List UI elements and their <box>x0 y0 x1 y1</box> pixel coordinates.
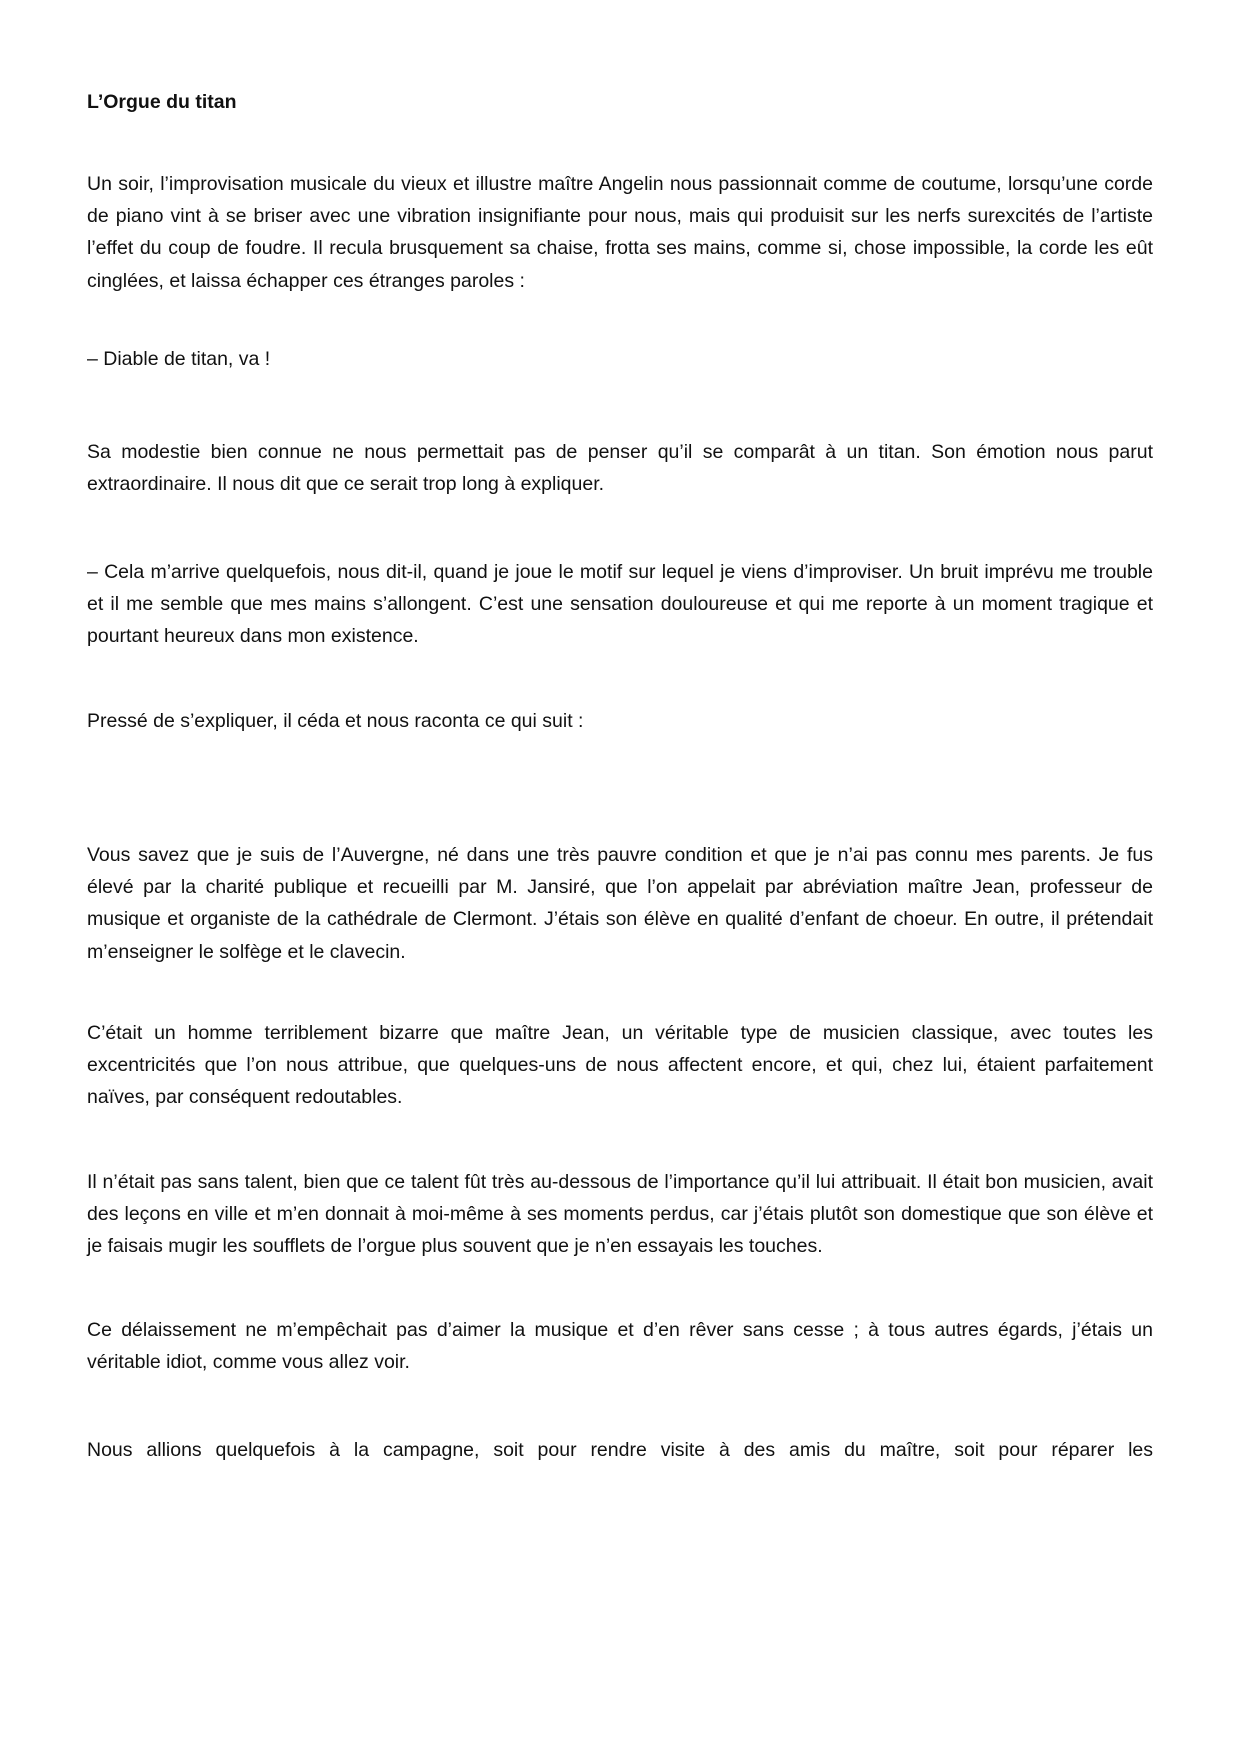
paragraph-10: Nous allions quelquefois à la campagne, soit pour rendre visite à des amis du maître, soit pour réparer les <box>87 1439 1153 1461</box>
document-title: L’Orgue du titan <box>87 91 237 113</box>
paragraph-1: Un soir, l’improvisation musicale du vieux et illustre maître Angelin nous passionnait comme de coutume, lorsqu’une corde de piano vint à se briser avec une vibration insignifiante pour nous, mais qui produisit sur les nerfs surexcités de l’artiste l’effet du coup de foudre. Il recula brusquement sa chaise, frotta ses mains, comme si, chose impossible, la corde les eût cinglées, et laissa échapper ces étranges paroles : <box>87 173 1153 292</box>
paragraph-8: Il n’était pas sans talent, bien que ce talent fût très au-dessous de l’importance qu’il lui attribuait. Il était bon musicien, avait des leçons en ville et m’en donnait à moi-même à ses moments perdus, car j’étais plutôt son domestique que son élève et je faisais mugir les soufflets de l’orgue plus souvent que je n’en essayais les touches. <box>87 1171 1153 1258</box>
paragraph-9: Ce délaissement ne m’empêchait pas d’aimer la musique et d’en rêver sans cesse ; à tous autres égards, j’étais un véritable idiot, comme vous allez voir. <box>87 1319 1153 1374</box>
paragraph-3: Sa modestie bien connue ne nous permettait pas de penser qu’il se comparât à un titan. Son émotion nous parut extraordinaire. Il nous dit que ce serait trop long à expliquer. <box>87 441 1153 496</box>
paragraph-7: C’était un homme terriblement bizarre que maître Jean, un véritable type de musicien classique, avec toutes les excentricités que l’on nous attribue, que quelques-uns de nous affectent encore, et qui, chez lui, étaient parfaitement naïves, par conséquent redoutables. <box>87 1022 1153 1109</box>
paragraph-4: – Cela m’arrive quelquefois, nous dit-il, quand je joue le motif sur lequel je viens d’improviser. Un bruit imprévu me trouble et il me semble que mes mains s’allongent. C’est une sensation douloureuse et qui me reporte à un moment tragique et pourtant heureux dans mon existence. <box>87 561 1153 648</box>
paragraph-6: Vous savez que je suis de l’Auvergne, né dans une très pauvre condition et que je n’ai pas connu mes parents. Je fus élevé par la charité publique et recueilli par M. Jansiré, que l’on appelait par abréviation maître Jean, professeur de musique et organiste de la cathédrale de Clermont. J’étais son élève en qualité d’enfant de choeur. En outre, il prétendait m’enseigner le solfège et le clavecin. <box>87 844 1153 963</box>
paragraph-2: – Diable de titan, va ! <box>87 348 271 370</box>
document-page <box>87 0 1153 1755</box>
paragraph-5: Pressé de s’expliquer, il céda et nous raconta ce qui suit : <box>87 710 584 732</box>
